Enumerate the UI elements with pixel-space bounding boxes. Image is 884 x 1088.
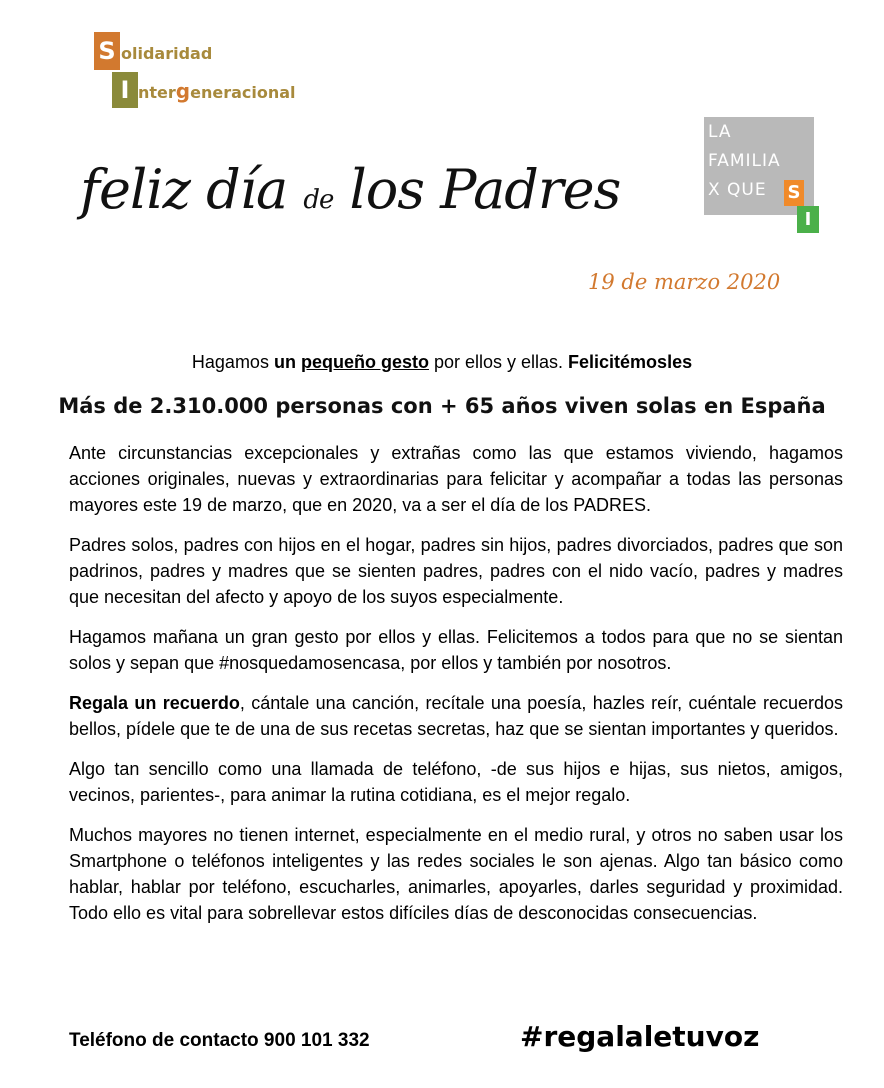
solidaridad-logo xyxy=(94,32,334,112)
paragraph-1: Ante circunstancias excepcionales y extrañas como las que estamos viviendo, hagamos acciones originales, nuevas y extraordinarias para felicitar y acompañar a todas las personas mayores este 19 de marzo, que en 2020, va a ser el día de los PADRES. xyxy=(69,443,843,515)
intro-t5: Felicitémosles xyxy=(568,352,693,372)
headline: Más de 2.310.000 personas con + 65 años viven solas en España xyxy=(58,394,826,418)
paragraph-5: Muchos mayores no tienen internet, especialmente en el medio rural, y otros no saben usar los Smartphone o teléfonos inteligentes y las redes sociales le son ajenas. Algo tan básico como hablar, hablar por teléfono, escucharles, animarles, apoyarles, darles seguridad y proximidad. Todo ello es vital para sobrellevar estos difíciles días de desconocidas consecuencias. xyxy=(69,825,843,923)
logo-line2-g: g xyxy=(175,79,191,103)
familia-logo-line3: X QUE xyxy=(708,180,767,200)
gift-rest: , cántale una canción, recítale una poesía, hazles reír, cuéntale recuerdos bellos, pídele que te de una de sus recetas secretas, haz que se sientan importantes y queridos. xyxy=(69,693,843,739)
title-part1: feliz día xyxy=(80,158,288,221)
familia-logo-line2: FAMILIA xyxy=(708,151,781,171)
logo-line2-b: eneracional xyxy=(190,83,296,102)
gift-bold: Regala un recuerdo xyxy=(69,693,240,713)
page-title xyxy=(80,158,620,221)
body-text xyxy=(69,440,843,940)
paragraph-3: Hagamos mañana un gran gesto por ellos y ellas. Felicitemos a todos para que no se sientan solos y sepan que #nosquedamosencasa, por ellos y también por nosotros. xyxy=(69,627,843,673)
familia-logo-s: S xyxy=(784,180,804,206)
familia-logo-i: I xyxy=(797,206,819,233)
familia-logo-line1: LA xyxy=(708,122,732,142)
intro-t4: por ellos y ellas. xyxy=(428,352,569,372)
intro-t1: Hagamos xyxy=(191,352,274,372)
paragraph-4: Algo tan sencillo como una llamada de teléfono, -de sus hijos e hijas, sus nietos, amigos, vecinos, parientes-, para animar la rutina cotidiana, es el mejor regalo. xyxy=(69,759,843,805)
logo-line2-a: nter xyxy=(138,83,176,102)
logo-s-letter: S xyxy=(94,32,120,70)
logo-line1: olidaridad xyxy=(121,44,213,63)
intro-t3: pequeño gesto xyxy=(300,352,429,372)
intro-line xyxy=(0,352,884,373)
hashtag: #regalaletuvoz xyxy=(520,1020,760,1053)
intro-t2: un xyxy=(273,352,301,372)
date-label: 19 de marzo 2020 xyxy=(588,270,781,294)
contact-phone: Teléfono de contacto 900 101 332 xyxy=(69,1030,370,1051)
logo-i-letter: I xyxy=(112,72,138,108)
paragraph-gift xyxy=(69,690,843,742)
paragraph-2: Padres solos, padres con hijos en el hogar, padres sin hijos, padres divorciados, padres que son padrinos, padres y madres que se sienten padres, padres con el nido vacío, padres y madres que necesitan del afecto y apoyo de los suyos especialmente. xyxy=(69,535,843,607)
title-part2: los Padres xyxy=(349,158,621,221)
logo-line2 xyxy=(138,79,296,103)
title-small: de xyxy=(303,185,334,215)
